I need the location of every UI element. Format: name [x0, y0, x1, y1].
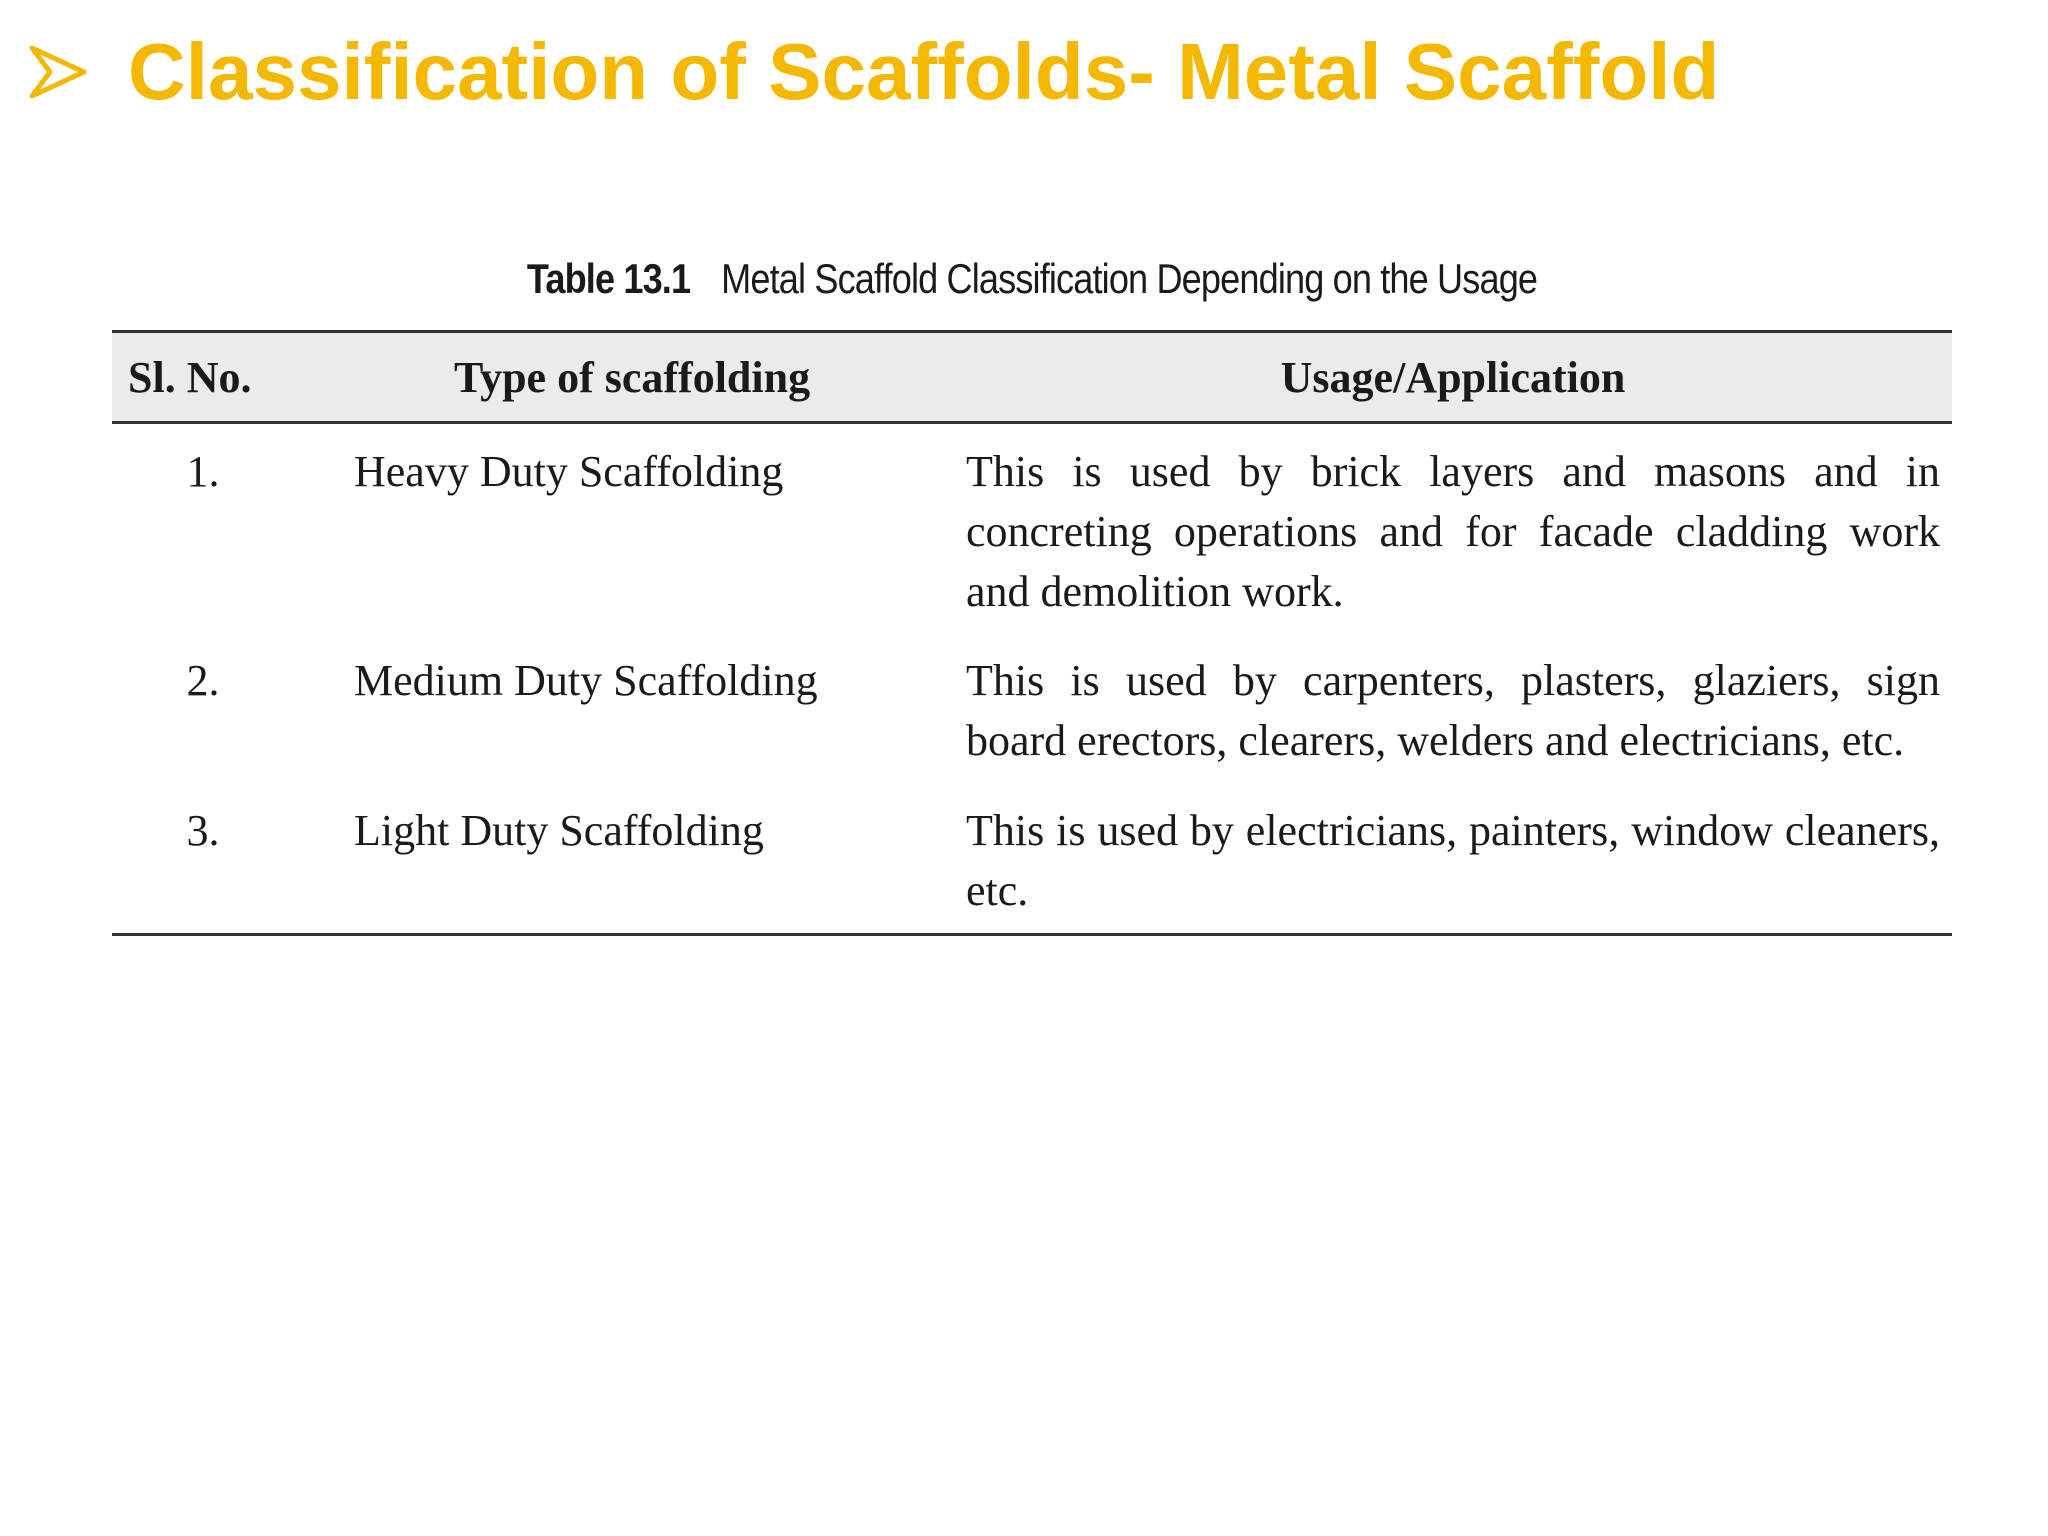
header-sl-no: Sl. No. [128, 352, 252, 402]
cell-usage: This is used by brick layers and masons and in concreting operations and for facade cladding work and demolition work. [966, 447, 1940, 616]
slide-title-text: Classification of Scaffolds- Metal Scaffold [128, 27, 1720, 116]
table-caption [241, 255, 1823, 302]
table-header-row [112, 332, 1952, 423]
cell-usage: This is used by electricians, painters, window cleaners, etc. [966, 806, 1940, 915]
cell-type: Light Duty Scaffolding [354, 806, 764, 856]
slide-title [28, 22, 1719, 122]
table-caption-label: Table 13.1 [526, 255, 691, 302]
table-caption-text: Metal Scaffold Classification Depending on the Usage [721, 255, 1538, 302]
cell-type: Medium Duty Scaffolding [354, 656, 818, 706]
header-usage: Usage/Application [1280, 352, 1626, 402]
arrow-bullet-icon [28, 42, 88, 102]
cell-type: Heavy Duty Scaffolding [354, 447, 784, 496]
table-row [112, 783, 1952, 934]
table-figure [112, 240, 1952, 936]
cell-sl-no: 1. [186, 447, 220, 496]
classification-table [112, 330, 1952, 936]
cell-sl-no: 3. [186, 806, 220, 856]
table-row [112, 633, 1952, 783]
cell-sl-no: 2. [186, 656, 220, 706]
header-type: Type of scaffolding [454, 352, 811, 402]
table-row [112, 423, 1952, 634]
cell-usage: This is used by carpenters, plasters, glaziers, sign board erectors, clearers, welders and electricians, etc. [966, 656, 1940, 766]
